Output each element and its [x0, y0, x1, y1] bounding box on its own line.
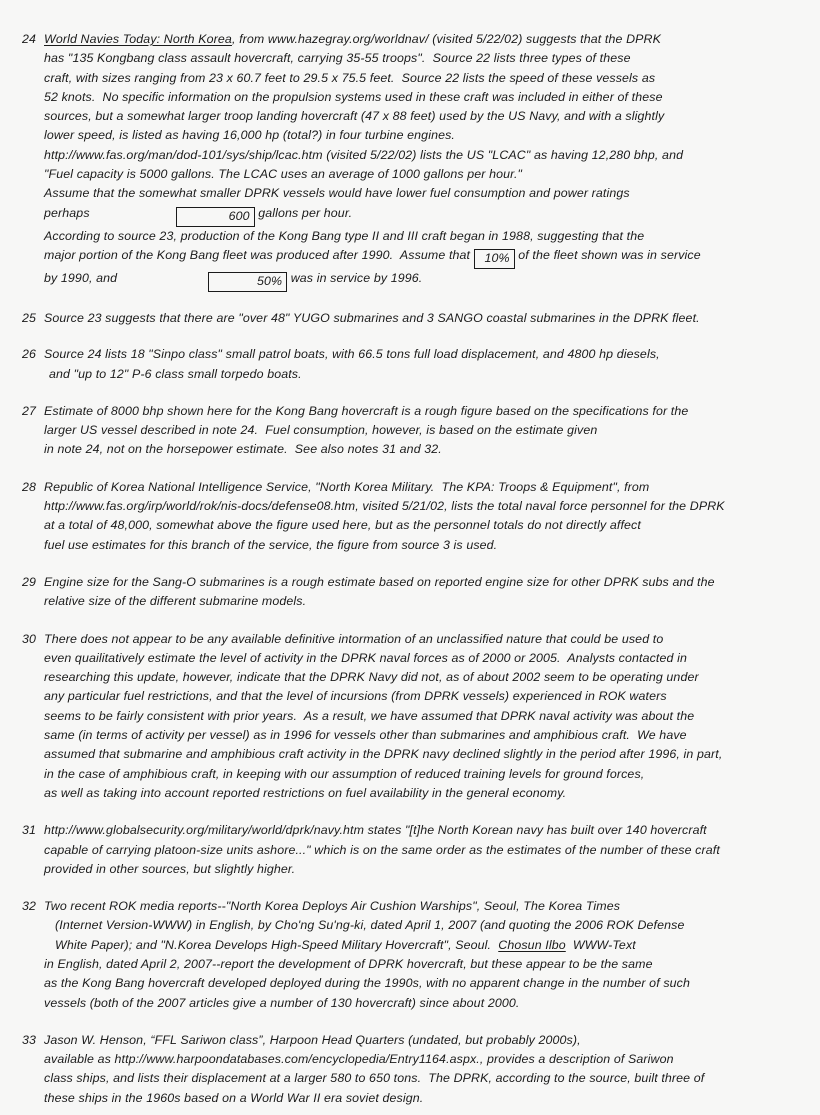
note-body [44, 345, 802, 384]
note-30 [18, 630, 802, 804]
note-line: provided in other sources, but slightly higher. [44, 861, 296, 876]
note-line-text: was in service by 1996. [290, 270, 423, 285]
note-line: Republic of Korea National Intelligence Service, "North Korea Military. The KPA: Troops & Equipment", from [44, 479, 650, 494]
note-25 [18, 309, 802, 328]
note-body [44, 573, 802, 612]
note-29 [18, 573, 802, 612]
note-line: researching this update, however, indicate that the DPRK Navy did not, as of about 2002 seem to be operating under [44, 670, 699, 685]
note-line-text: perhaps [44, 205, 90, 220]
note-line: and "up to 12" P-6 class small torpedo boats. [49, 366, 302, 381]
note-24 [18, 30, 802, 292]
note-number: 32 [22, 899, 37, 914]
source-title-link[interactable]: Chosun Ilbo [498, 937, 566, 952]
note-31 [18, 821, 802, 879]
note-number: 26 [22, 347, 37, 362]
note-line-text: gallons per hour. [258, 205, 353, 220]
note-line: Source 23 suggests that there are "over 48" YUGO submarines and 3 SANGO coastal submarines in the DPRK fleet. [44, 310, 700, 325]
note-line: capable of carrying platoon-size units ashore..." which is on the same order as the estimates of the number of these craft [44, 842, 720, 857]
note-number: 25 [22, 310, 37, 325]
note-line: class ships, and lists their displacement at a larger 580 to 650 tons. The DPRK, according to the source, built three of [44, 1071, 705, 1086]
note-line: seems to be fairly consistent with prior years. As a result, we have assumed that DPRK naval activity was about the [44, 708, 695, 723]
note-line: relative size of the different submarine models. [44, 594, 307, 609]
note-body [44, 1031, 802, 1108]
note-line: as the Kong Bang hovercraft developed deployed during the 1990s, with no apparent change in the number of such [44, 976, 691, 991]
note-line-with-input [44, 269, 802, 292]
note-line: same (in terms of activity per vessel) as in 1996 for vessels other than submarines and amphibious craft. We have [44, 728, 687, 743]
note-body [44, 821, 802, 879]
note-line: Source 24 lists 18 "Sinpo class" small patrol boats, with 66.5 tons full load displacement, and 4800 hp diesels, [44, 347, 660, 362]
note-line: assumed that submarine and amphibious craft activity in the DPRK navy declined slightly in the period after 1996, in part, [44, 747, 723, 762]
note-line: "Fuel capacity is 5000 gallons. The LCAC uses an average of 1000 gallons per hour." [44, 167, 523, 182]
note-number: 30 [22, 631, 37, 646]
note-number: 33 [22, 1032, 37, 1047]
note-line: fuel use estimates for this branch of the service, the figure from source 3 is used. [44, 537, 498, 552]
note-line-text: of the fleet shown was in service [518, 247, 701, 262]
note-line: Estimate of 8000 bhp shown here for the Kong Bang hovercraft is a rough figure based on the specifications for the [44, 403, 689, 418]
note-27 [18, 402, 802, 460]
note-line: craft, with sizes ranging from 23 x 60.7 feet to 29.5 x 75.5 feet. Source 22 lists the speed of these vessels as [44, 70, 656, 85]
note-body [44, 630, 802, 804]
note-body [44, 402, 802, 460]
note-line: has "135 Kongbang class assault hovercraft, carrying 35-55 troops". Source 22 lists three types of these [44, 51, 631, 66]
note-line: these ships in the 1960s based on a World War II era soviet design. [44, 1090, 424, 1105]
note-body [44, 478, 802, 555]
note-number: 24 [22, 32, 37, 46]
source-title-link[interactable]: World Navies Today: North Korea [44, 32, 232, 46]
note-number: 28 [22, 479, 37, 494]
fuel-consumption-input[interactable]: 600 [176, 207, 255, 227]
note-line: Assume that the somewhat smaller DPRK vessels would have lower fuel consumption and power ratings [44, 186, 630, 201]
note-line: http://www.fas.org/man/dod-101/sys/ship/lcac.htm (visited 5/22/02) lists the US "LCAC" as having 12,280 bhp, and [44, 147, 684, 162]
note-line: as well as taking into account reported restrictions on fuel availability in the general economy. [44, 785, 567, 800]
note-body [44, 30, 802, 292]
note-body [44, 897, 802, 1013]
pct-in-service-1990-input[interactable]: 10% [474, 249, 515, 269]
note-line-text: by 1990, and [44, 270, 118, 285]
note-number: 29 [22, 574, 37, 589]
note-body [44, 309, 802, 328]
note-line: larger US vessel described in note 24. Fuel consumption, however, is based on the estimate given [44, 423, 598, 438]
note-line: There does not appear to be any available definitive intormation of an unclassified nature that could be used to [44, 631, 664, 646]
note-line: at a total of 48,000, somewhat above the figure used here, but as the personnel totals do not directly affect [44, 518, 641, 533]
note-line: even quailitatively estimate the level of activity in the DPRK naval forces as of 2000 or 2005. Analysts contacted in [44, 650, 687, 665]
note-line: Jason W. Henson, “FFL Sariwon class”, Harpoon Head Quarters (undated, but probably 2000s), [44, 1032, 581, 1047]
note-line [44, 936, 802, 955]
note-33 [18, 1031, 802, 1108]
note-line: in note 24, not on the horsepower estimate. See also notes 31 and 32. [44, 442, 442, 457]
note-line-with-input [44, 246, 802, 269]
note-line: lower speed, is listed as having 16,000 hp (total?) in four turbine engines. [44, 128, 455, 143]
note-line: Engine size for the Sang-O submarines is a rough estimate based on reported engine size for other DPRK subs and the [44, 574, 715, 589]
note-line [44, 30, 802, 49]
note-line: According to source 23, production of the Kong Bang type II and III craft began in 1988, suggesting that the [44, 228, 645, 243]
note-line-text: White Paper); and "N.Korea Develops High-Speed Military Hovercraft", Seoul. [55, 937, 499, 952]
pct-in-service-1996-input[interactable]: 50% [208, 272, 287, 292]
note-line: sources, but a somewhat larger troop landing hovercraft (47 x 88 feet) used by the US Navy, and with a slightly [44, 109, 665, 124]
note-line: 52 knots. No specific information on the propulsion systems used in these craft was included in either of these [44, 89, 663, 104]
note-line: in the case of amphibious craft, in keeping with our assumption of reduced training levels for ground forces, [44, 766, 645, 781]
note-32 [18, 897, 802, 1013]
note-number: 31 [22, 823, 37, 838]
note-line-text: major portion of the Kong Bang fleet was produced after 1990. Assume that [44, 247, 471, 262]
note-line-text: WWW-Text [565, 937, 636, 952]
note-number: 27 [22, 403, 37, 418]
note-line-with-input [44, 204, 802, 227]
note-line[interactable]: available as http://www.harpoondatabases.com/encyclopedia/Entry1164.aspx., provides a description of Sariwon [44, 1052, 674, 1067]
note-line: http://www.fas.org/irp/world/rok/nis-docs/defense08.htm, visited 5/21/02, lists the total naval force personnel for the DPRK [44, 499, 725, 514]
note-28 [18, 478, 802, 555]
note-line: vessels (both of the 2007 articles give a number of 130 hovercraft) since about 2000. [44, 995, 520, 1010]
note-line-text: , from www.hazegray.org/worldnav/ (visited 5/22/02) suggests that the DPRK [231, 32, 661, 46]
note-line[interactable]: http://www.globalsecurity.org/military/world/dprk/navy.htm states "[t]he North Korean navy has built over 140 hovercraft [44, 823, 707, 838]
note-line: in English, dated April 2, 2007--report the development of DPRK hovercraft, but these appear to be the same [44, 956, 653, 971]
note-line: Two recent ROK media reports--"North Korea Deploys Air Cushion Warships", Seoul, The Korea Times [44, 899, 621, 914]
note-line: (Internet Version-WWW) in English, by Cho'ng Su'ng-ki, dated April 1, 2007 (and quoting the 2006 ROK Defense [55, 918, 685, 933]
note-26 [18, 345, 802, 384]
note-line: any particular fuel restrictions, and that the level of incursions (from DPRK vessels) experienced in ROK waters [44, 689, 667, 704]
